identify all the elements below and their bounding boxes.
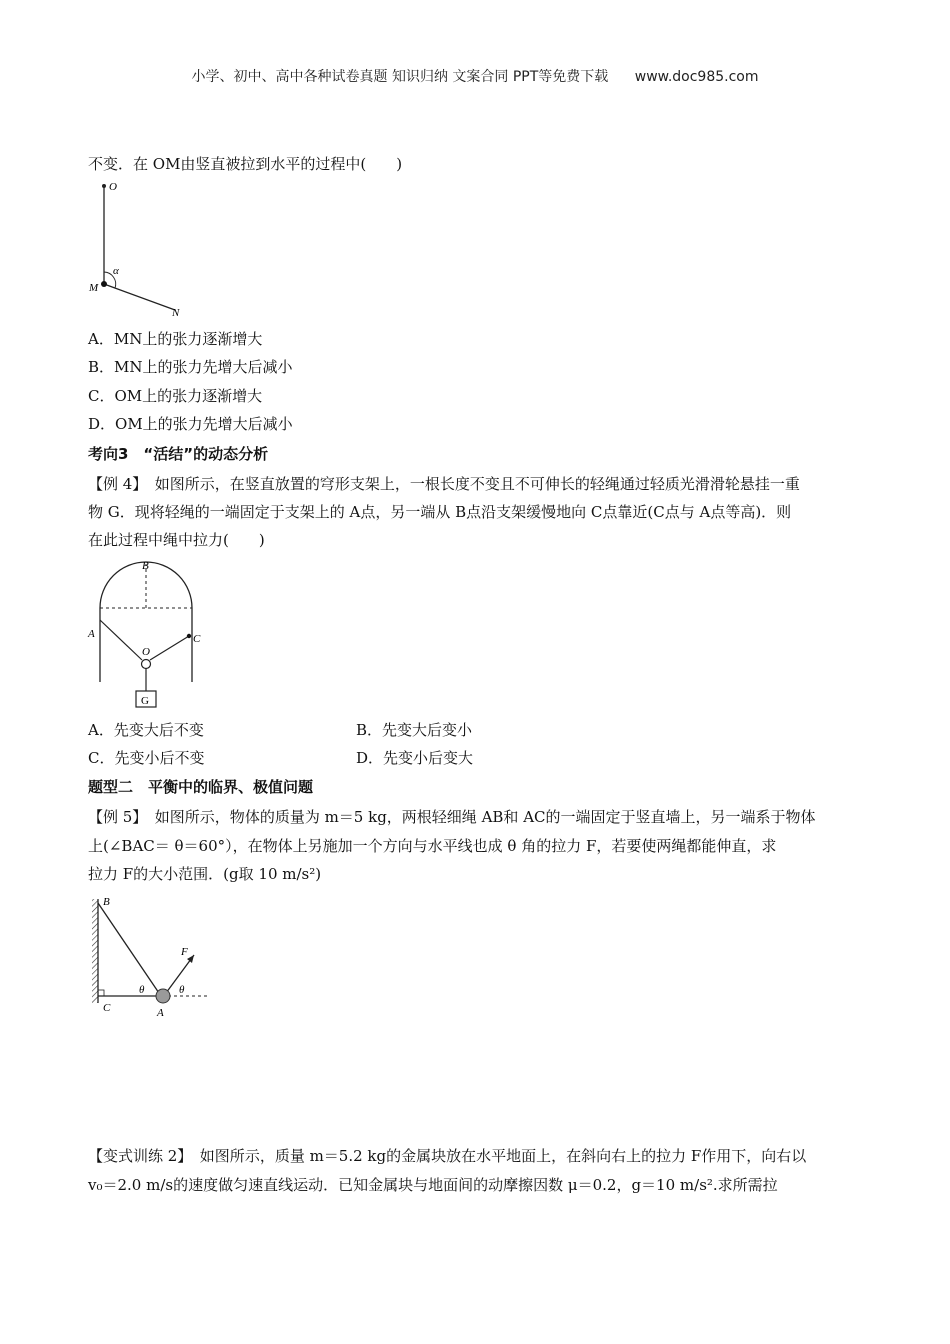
rope-mn bbox=[104, 284, 175, 310]
ex5-line1: 【例 5】 如图所示，物体的质量为 m＝5 kg，两根轻细绳 AB和 AC的一端固定于竖直墙上，另一端系于物体 bbox=[88, 808, 816, 826]
var2-line2: v₀＝2.0 m/s的速度做匀速直线运动．已知金属块与地面间的动摩擦因数 μ＝0.2，g＝10 m/s².求所需拉 bbox=[88, 1176, 778, 1194]
option-d: D．OM上的张力先增大后减小 bbox=[88, 415, 293, 433]
label-alpha: α bbox=[113, 265, 119, 277]
label-theta-right: θ bbox=[179, 984, 185, 996]
label-b: B bbox=[103, 896, 110, 908]
ex4-line2: 物 G．现将轻绳的一端固定于支架上的 A点，另一端从 B点沿支架缓慢地向 C点靠近(C点与 A点等高)．则 bbox=[88, 503, 792, 521]
label-a: A bbox=[157, 1007, 164, 1019]
point-o bbox=[102, 184, 106, 188]
figure-wall bbox=[88, 893, 218, 1023]
option-b: B．MN上的张力先增大后减小 bbox=[88, 358, 293, 376]
ex4-option-c: C．先变小后不变 bbox=[88, 749, 205, 767]
question-stem: 不变．在 OM由竖直被拉到水平的过程中( ) bbox=[88, 155, 403, 173]
header-site: www.doc985.com bbox=[634, 69, 759, 85]
ex4-line1: 【例 4】 如图所示，在竖直放置的穹形支架上，一根长度不变且不可伸长的轻绳通过轻质光滑滑轮悬挂一重 bbox=[88, 475, 800, 493]
header-text: 小学、初中、高中各种试卷真题 知识归纳 文案合同 PPT等免费下载 bbox=[191, 69, 609, 85]
label-c: C bbox=[193, 633, 201, 645]
label-b: B bbox=[142, 560, 149, 572]
ex4-line3: 在此过程中绳中拉力( ) bbox=[88, 531, 265, 549]
label-o: O bbox=[142, 646, 150, 658]
pulley bbox=[142, 660, 151, 669]
label-f: F bbox=[181, 946, 188, 958]
ex5-line3: 拉力 F的大小范围．(g取 10 m/s²) bbox=[88, 865, 322, 883]
wall-hatch bbox=[92, 899, 98, 1003]
rope-left bbox=[100, 620, 142, 660]
label-theta-left: θ bbox=[139, 984, 145, 996]
label-n: N bbox=[172, 307, 180, 318]
point-m bbox=[101, 281, 107, 287]
object-a bbox=[156, 989, 170, 1003]
label-c: C bbox=[103, 1002, 111, 1014]
label-a: A bbox=[88, 628, 95, 640]
figure-omn bbox=[85, 178, 195, 318]
label-m: M bbox=[89, 282, 99, 294]
section3-title: 考向3 “活结”的动态分析 bbox=[88, 445, 269, 463]
page-header bbox=[0, 66, 950, 86]
rope-right bbox=[150, 636, 189, 660]
rope-ab bbox=[98, 903, 161, 996]
force-arrowhead bbox=[187, 955, 194, 963]
option-c: C．OM上的张力逐渐增大 bbox=[88, 387, 263, 405]
option-a: A．MN上的张力逐渐增大 bbox=[88, 330, 263, 348]
right-angle-mark bbox=[98, 990, 104, 996]
var2-line1: 【变式训练 2】 如图所示，质量 m＝5.2 kg的金属块放在水平地面上，在斜向右上的拉力 F作用下，向右以 bbox=[88, 1147, 807, 1165]
point-c bbox=[187, 634, 191, 638]
ex4-option-a: A．先变大后不变 bbox=[88, 721, 204, 739]
label-g: G bbox=[141, 695, 149, 707]
ex4-option-b: B．先变大后变小 bbox=[356, 721, 473, 739]
label-o: O bbox=[109, 181, 117, 193]
ex4-option-d: D．先变小后变大 bbox=[356, 749, 474, 767]
type2-title: 题型二 平衡中的临界、极值问题 bbox=[88, 778, 314, 796]
figure-arch bbox=[85, 558, 215, 713]
ex5-line2: 上(∠BAC＝ θ＝60°），在物体上另施加一个方向与水平线也成 θ 角的拉力 F，若要使两绳都能伸直，求 bbox=[88, 837, 777, 855]
